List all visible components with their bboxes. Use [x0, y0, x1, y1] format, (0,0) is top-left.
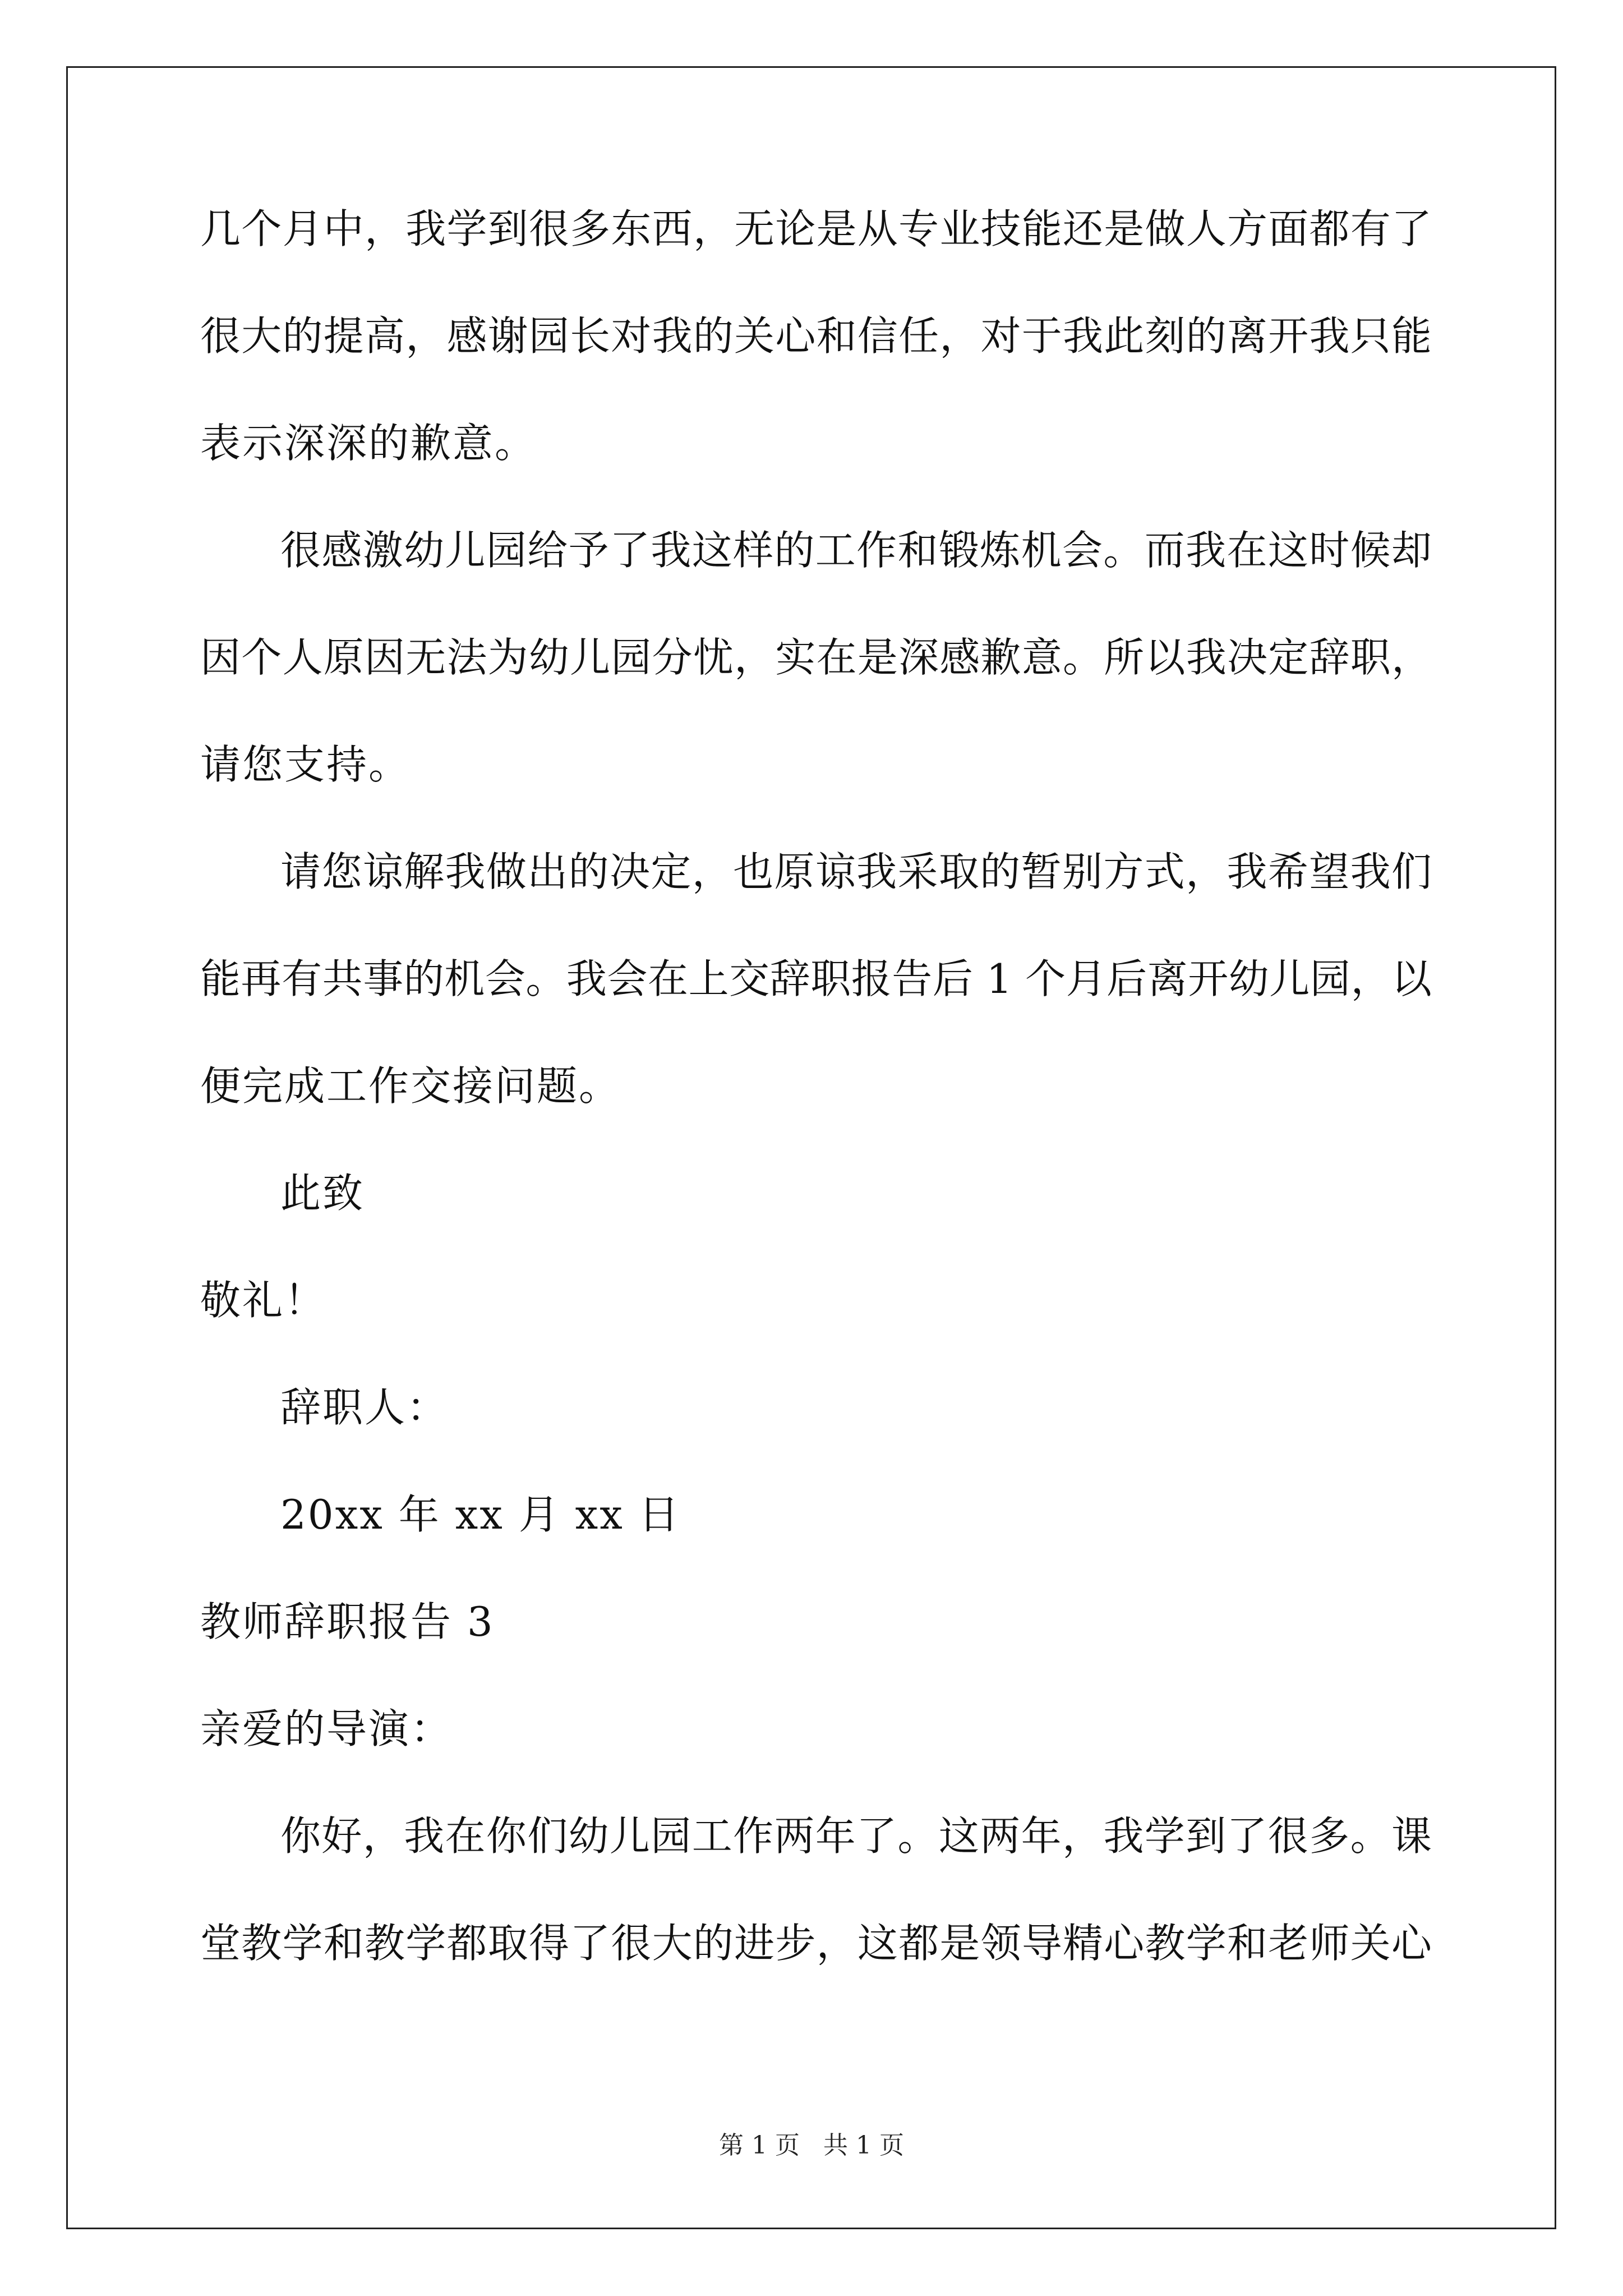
text-line: 请您谅解我做出的决定，也原谅我采取的暂别方式，我希望我们 [280, 848, 1432, 895]
text-line: 便完成工作交接问题。 [200, 1062, 621, 1110]
text-line: 表示深深的歉意。 [200, 420, 537, 467]
text-line: 堂教学和教学都取得了很大的进步，这都是领导精心教学和老师关心 [200, 1920, 1432, 1967]
text-line: 你好，我在你们幼儿园工作两年了。这两年，我学到了很多。课 [280, 1812, 1432, 1860]
date-line: 20xx 年 xx 月 xx 日 [280, 1491, 681, 1538]
greeting: 亲爱的导演： [200, 1705, 453, 1752]
text-line: 很大的提高，感谢园长对我的关心和信任，对于我此刻的离开我只能 [200, 312, 1432, 360]
section-title: 教师辞职报告 3 [200, 1598, 495, 1645]
text-line: 很感激幼儿园给予了我这样的工作和锻炼机会。而我在这时候却 [280, 527, 1432, 574]
document-body [200, 205, 1432, 2030]
text-line: 能再有共事的机会。我会在上交辞职报告后 1 个月后离开幼儿园，以 [200, 955, 1432, 1002]
text-line: 请您支持。 [200, 741, 411, 788]
text-line: 因个人原因无法为幼儿园分忧，实在是深感歉意。所以我决定辞职， [200, 634, 1432, 681]
closing-regards: 敬礼！ [200, 1277, 327, 1324]
text-line: 几个月中，我学到很多东西，无论是从专业技能还是做人方面都有了 [200, 205, 1432, 252]
closing-salutation: 此致 [280, 1170, 365, 1217]
page-footer: 第 1 页 共 1 页 [719, 2131, 904, 2160]
signature-label: 辞职人： [280, 1384, 449, 1431]
